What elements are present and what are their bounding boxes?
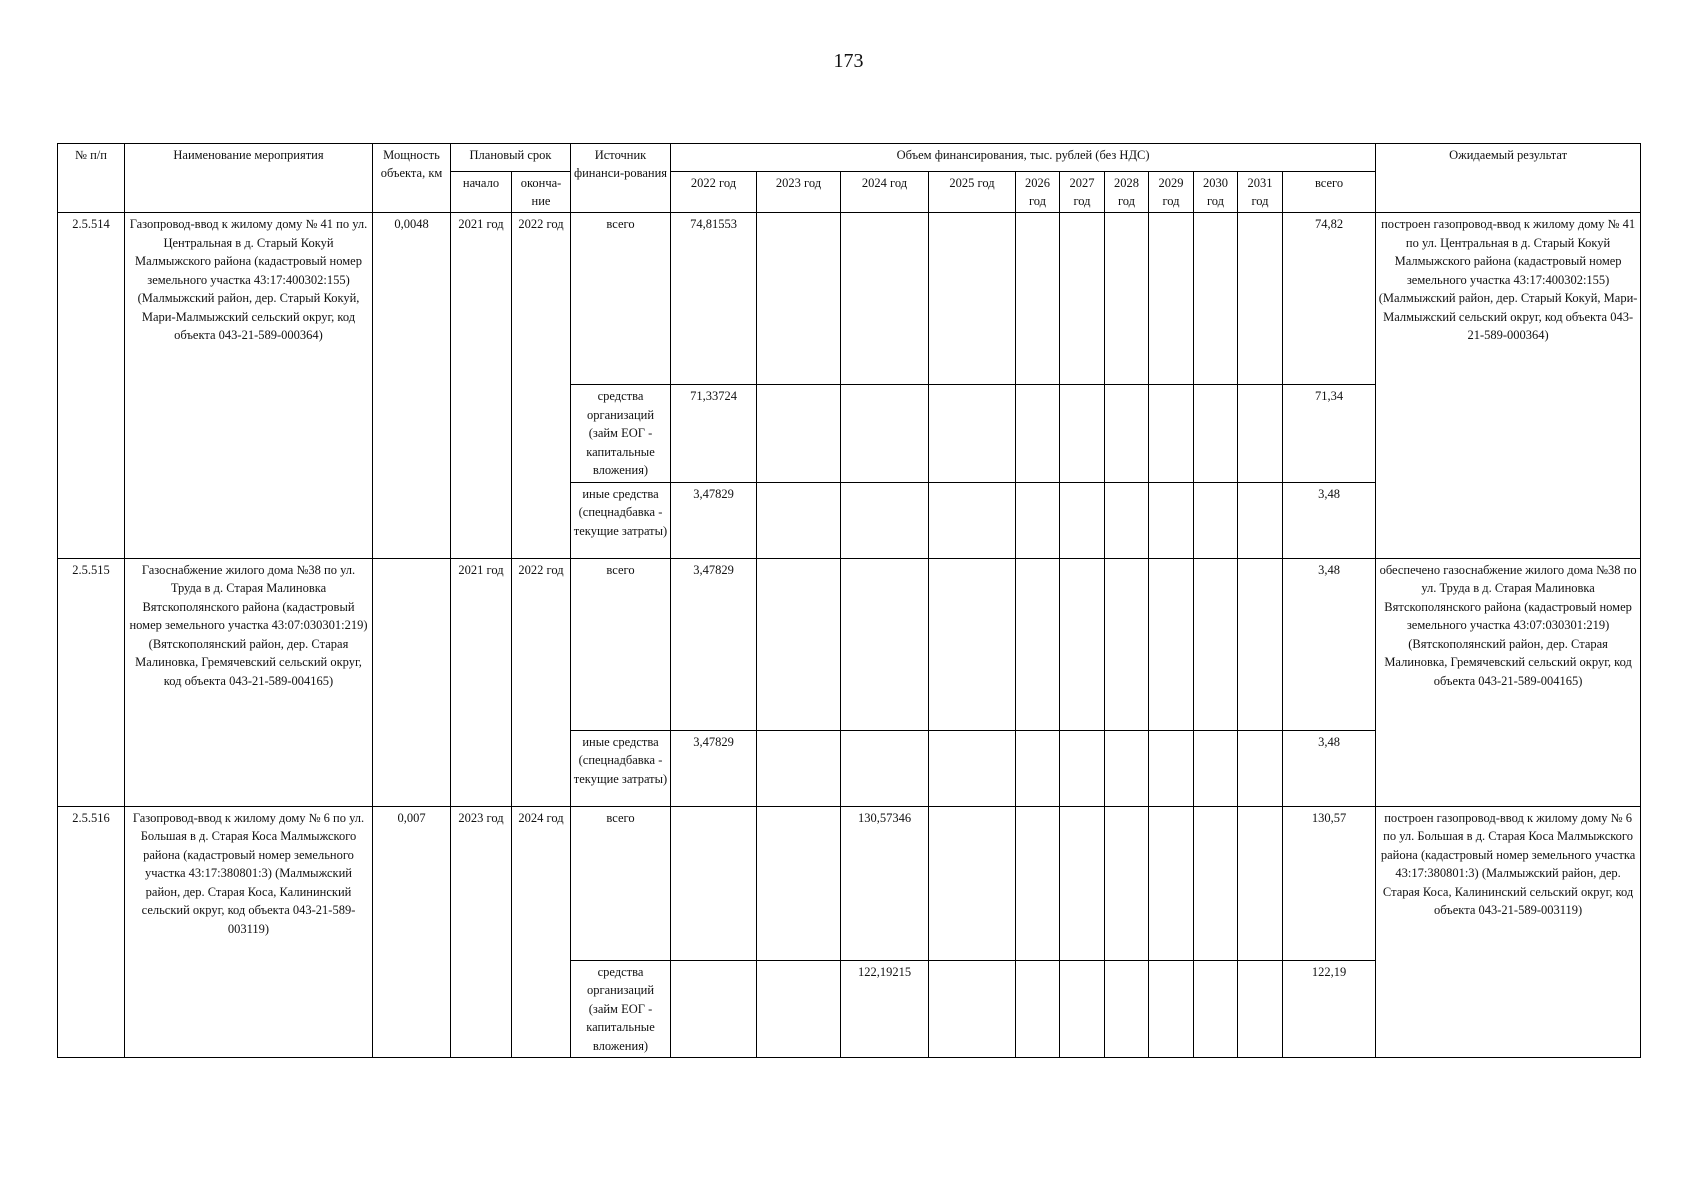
cell-total: 130,57: [1283, 806, 1376, 960]
header-year-2024: 2024 год: [841, 172, 929, 213]
cell-2024: [841, 385, 929, 483]
cell-total: 74,82: [1283, 213, 1376, 385]
header-year-2028: 2028 год: [1105, 172, 1149, 213]
cell-2028: [1105, 806, 1149, 960]
cell-2024: [841, 213, 929, 385]
cell-2030: [1194, 806, 1238, 960]
cell-2027: [1060, 806, 1105, 960]
header-volume: Объем финансирования, тыс. рублей (без НДС): [671, 144, 1376, 172]
cell-2029: [1149, 960, 1194, 1058]
header-year-2030: 2030 год: [1194, 172, 1238, 213]
cell-2031: [1238, 558, 1283, 730]
header-year-2027: 2027 год: [1060, 172, 1105, 213]
item-end: 2022 год: [512, 213, 571, 559]
item-end: 2022 год: [512, 558, 571, 806]
cell-2026: [1016, 806, 1060, 960]
cell-2028: [1105, 482, 1149, 558]
cell-2031: [1238, 385, 1283, 483]
cell-2026: [1016, 960, 1060, 1058]
cell-2029: [1149, 213, 1194, 385]
cell-2029: [1149, 385, 1194, 483]
header-year-2023: 2023 год: [757, 172, 841, 213]
cell-2022: 3,47829: [671, 482, 757, 558]
header-year-2025: 2025 год: [929, 172, 1016, 213]
header-year-2029: 2029 год: [1149, 172, 1194, 213]
cell-2026: [1016, 385, 1060, 483]
item-name: Газоснабжение жилого дома №38 по ул. Труда в д. Старая Малиновка Вятскополянского района (кадастровый номер земельного участка 43:07:030301:219) (Вятскополянский район, дер. Старая Малиновка, Гремячевский сельский округ, код объекта 043-21-589-004165): [125, 558, 373, 806]
cell-2024: 122,19215: [841, 960, 929, 1058]
cell-2025: [929, 806, 1016, 960]
cell-2025: [929, 558, 1016, 730]
item-num: 2.5.515: [58, 558, 125, 806]
cell-2027: [1060, 558, 1105, 730]
header-year-2022: 2022 год: [671, 172, 757, 213]
cell-2027: [1060, 482, 1105, 558]
cell-2030: [1194, 960, 1238, 1058]
cell-2024: 130,57346: [841, 806, 929, 960]
cell-2030: [1194, 213, 1238, 385]
row-source: всего: [571, 558, 671, 730]
cell-total: 3,48: [1283, 730, 1376, 806]
cell-2028: [1105, 960, 1149, 1058]
cell-2023: [757, 385, 841, 483]
item-num: 2.5.516: [58, 806, 125, 1058]
cell-total: 71,34: [1283, 385, 1376, 483]
page-number: 173: [833, 50, 864, 72]
cell-2027: [1060, 385, 1105, 483]
cell-2030: [1194, 482, 1238, 558]
header-year-2031: 2031 год: [1238, 172, 1283, 213]
cell-2028: [1105, 213, 1149, 385]
cell-2026: [1016, 558, 1060, 730]
financing-table: [57, 143, 1641, 1058]
header-term-start: начало: [451, 172, 512, 213]
header-total: всего: [1283, 172, 1376, 213]
cell-2022: 71,33724: [671, 385, 757, 483]
cell-2031: [1238, 213, 1283, 385]
cell-2026: [1016, 482, 1060, 558]
cell-2031: [1238, 960, 1283, 1058]
header-result: Ожидаемый результат: [1376, 144, 1641, 213]
header-term-end: оконча-ние: [512, 172, 571, 213]
item-start: 2021 год: [451, 213, 512, 559]
cell-2023: [757, 213, 841, 385]
table-row: [58, 806, 1641, 960]
cell-2022: 74,81553: [671, 213, 757, 385]
cell-2026: [1016, 730, 1060, 806]
cell-2023: [757, 806, 841, 960]
cell-2029: [1149, 558, 1194, 730]
cell-total: 3,48: [1283, 558, 1376, 730]
row-source: иные средства (спецнадбавка - текущие затраты): [571, 730, 671, 806]
cell-total: 3,48: [1283, 482, 1376, 558]
header-year-2026: 2026 год: [1016, 172, 1060, 213]
cell-2024: [841, 730, 929, 806]
cell-2027: [1060, 730, 1105, 806]
row-source: средства организаций (займ ЕОГ - капитальные вложения): [571, 960, 671, 1058]
row-source: средства организаций (займ ЕОГ - капитальные вложения): [571, 385, 671, 483]
cell-total: 122,19: [1283, 960, 1376, 1058]
table-row: [58, 558, 1641, 730]
cell-2022: 3,47829: [671, 558, 757, 730]
cell-2030: [1194, 730, 1238, 806]
header-capacity: Мощность объекта, км: [373, 144, 451, 213]
cell-2025: [929, 960, 1016, 1058]
cell-2023: [757, 558, 841, 730]
cell-2027: [1060, 960, 1105, 1058]
cell-2029: [1149, 730, 1194, 806]
item-start: 2021 год: [451, 558, 512, 806]
cell-2023: [757, 960, 841, 1058]
header-source: Источник финанси-рования: [571, 144, 671, 213]
item-capacity: 0,007: [373, 806, 451, 1058]
cell-2031: [1238, 730, 1283, 806]
cell-2022: [671, 960, 757, 1058]
item-capacity: 0,0048: [373, 213, 451, 559]
item-result: построен газопровод-ввод к жилому дому № 6 по ул. Большая в д. Старая Коса Малмыжского района (кадастровый номер земельного участка 43:17:380801:3) (Малмыжский район, дер. Старая Коса, Калининский сельский округ, код объекта 043-21-589-003119): [1376, 806, 1641, 1058]
header-name: Наименование мероприятия: [125, 144, 373, 213]
item-name: Газопровод-ввод к жилому дому № 6 по ул. Большая в д. Старая Коса Малмыжского района (кадастровый номер земельного участка 43:17:380801:3) (Малмыжский район, дер. Старая Коса, Калининский сельский округ, код объекта 043-21-589-003119): [125, 806, 373, 1058]
cell-2031: [1238, 806, 1283, 960]
cell-2028: [1105, 385, 1149, 483]
cell-2031: [1238, 482, 1283, 558]
cell-2030: [1194, 385, 1238, 483]
item-name: Газопровод-ввод к жилому дому № 41 по ул. Центральная в д. Старый Кокуй Малмыжского района (кадастровый номер земельного участка 43:17:400302:155) (Малмыжский район, дер. Старый Кокуй, Мари-Малмыжский сельский округ, код объекта 043-21-589-000364): [125, 213, 373, 559]
item-end: 2024 год: [512, 806, 571, 1058]
item-num: 2.5.514: [58, 213, 125, 559]
cell-2024: [841, 482, 929, 558]
cell-2030: [1194, 558, 1238, 730]
cell-2028: [1105, 730, 1149, 806]
cell-2026: [1016, 213, 1060, 385]
item-result: обеспечено газоснабжение жилого дома №38 по ул. Труда в д. Старая Малиновка Вятскополянского района (кадастровый номер земельного участка 43:07:030301:219) (Вятскополянский район, дер. Старая Малиновка, Гремячевский сельский округ, код объекта 043-21-589-004165): [1376, 558, 1641, 806]
header-num: № п/п: [58, 144, 125, 213]
item-capacity: [373, 558, 451, 806]
cell-2023: [757, 482, 841, 558]
table-row: [58, 213, 1641, 385]
item-start: 2023 год: [451, 806, 512, 1058]
cell-2027: [1060, 213, 1105, 385]
cell-2025: [929, 213, 1016, 385]
cell-2029: [1149, 806, 1194, 960]
header-term: Плановый срок: [451, 144, 571, 172]
cell-2024: [841, 558, 929, 730]
cell-2025: [929, 730, 1016, 806]
cell-2029: [1149, 482, 1194, 558]
row-source: всего: [571, 213, 671, 385]
cell-2023: [757, 730, 841, 806]
cell-2022: 3,47829: [671, 730, 757, 806]
row-source: всего: [571, 806, 671, 960]
cell-2025: [929, 482, 1016, 558]
row-source: иные средства (спецнадбавка - текущие затраты): [571, 482, 671, 558]
cell-2025: [929, 385, 1016, 483]
cell-2022: [671, 806, 757, 960]
cell-2028: [1105, 558, 1149, 730]
item-result: построен газопровод-ввод к жилому дому № 41 по ул. Центральная в д. Старый Кокуй Малмыжского района (кадастровый номер земельного участка 43:17:400302:155) (Малмыжский район, дер. Старый Кокуй, Мари-Малмыжский сельский округ, код объекта 043-21-589-000364): [1376, 213, 1641, 559]
